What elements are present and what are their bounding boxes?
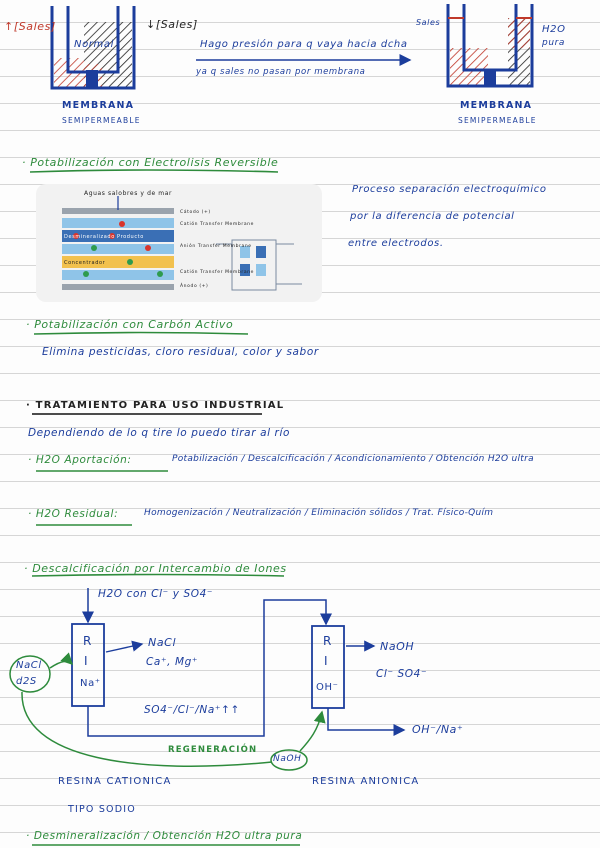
figure-label-4: Anión Transfer Membrane	[180, 244, 252, 249]
left-low-salt-label: ↓[Sales]	[146, 18, 198, 31]
ion-exchange-diagram	[10, 588, 404, 770]
membrane-right-sub: SEMIPERMEABLE	[458, 116, 537, 125]
electrolysis-desc-3: entre electrodos.	[348, 238, 444, 249]
figure-label-5: Concentrador	[64, 260, 106, 266]
pressure-note: Hago presión para q vaya hacia dcha	[200, 39, 408, 50]
col1-i: I	[84, 654, 89, 668]
col1-captured-label: Ca⁺, Mg⁺	[146, 656, 199, 668]
naoh-circle-label: NaOH	[273, 754, 302, 764]
figure-stack	[36, 184, 322, 302]
aportacion-text: Potabilización / Descalcificación / Acondicionamiento / Obtención H2O ultra	[172, 454, 534, 464]
final-out-label: OH⁻/Na⁺	[412, 723, 464, 736]
col2-r: R	[323, 634, 332, 648]
normal-label: Normal	[74, 39, 114, 50]
regeneration-label: REGENERACIÓN	[168, 745, 258, 755]
membrane-left-label: MEMBRANA	[62, 100, 135, 111]
col1-r: R	[83, 634, 92, 648]
residual-text: Homogenización / Neutralización / Eliminación sólidos / Trat. Físico-Quím	[144, 508, 494, 518]
col2-out-label: NaOH	[380, 640, 415, 653]
aportacion-label: · H2O Aportación:	[28, 454, 132, 466]
salts-note: ya q sales no pasan por membrana	[196, 67, 366, 77]
mid-ions-label: SO4⁻/Cl⁻/Na⁺↑↑	[144, 704, 240, 716]
col2-ion: OH⁻	[316, 682, 339, 693]
carbon-text: Elimina pesticidas, cloro residual, color y sabor	[42, 346, 319, 358]
residual-label: · H2O Residual:	[28, 508, 119, 520]
right-h2o-label: H2O	[542, 24, 566, 35]
left-high-salt-label: ↑[Sales]	[4, 20, 56, 33]
figure-label-2: Catión Transfer Membrane	[180, 222, 254, 227]
nacl-circle-bottom: d2S	[16, 676, 37, 687]
input-water-label: H2O con Cl⁻ y SO4⁻	[98, 588, 214, 600]
resin-cationic-sub: TIPO SODIO	[68, 804, 136, 815]
ion-exchange-heading: · Descalcificación por Intercambio de Iones	[24, 562, 287, 575]
demineralization-heading: · Desmineralización / Obtención H2O ultra pura	[26, 830, 303, 842]
figure-label-1: Cátodo (+)	[180, 210, 211, 215]
electrolysis-desc-2: por la diferencia de potencial	[350, 211, 515, 222]
industrial-intro: Dependiendo de lo q tire lo puedo tirar al río	[28, 427, 291, 439]
col2-captured-label: Cl⁻ SO4⁻	[376, 668, 428, 680]
right-h2o-sub: pura	[542, 38, 566, 48]
carbon-heading: · Potabilización con Carbón Activo	[26, 318, 234, 331]
electrolysis-heading: · Potabilización con Electrolisis Reversible	[22, 156, 279, 169]
figure-label-3: Desmineralizado Producto	[64, 234, 144, 240]
resin-cationic-label: RESINA CATIONICA	[58, 776, 172, 787]
industrial-heading: · TRATAMIENTO PARA USO INDUSTRIAL	[26, 400, 285, 411]
electrolysis-desc-1: Proceso separación electroquímico	[352, 184, 547, 195]
figure-title: Aguas salobres y de mar	[84, 190, 173, 197]
col1-out-label: NaCl	[148, 636, 177, 649]
figure-label-7: Ánodo (+)	[180, 284, 209, 289]
col2-i: I	[324, 654, 329, 668]
membrane-left-sub: SEMIPERMEABLE	[62, 116, 141, 125]
col1-ion: Na⁺	[80, 678, 101, 689]
right-salts-label: Sales	[416, 18, 441, 27]
right-u-tube	[448, 4, 532, 86]
resin-anionic-label: RESINA ANIONICA	[312, 776, 420, 787]
membrane-right-label: MEMBRANA	[460, 100, 533, 111]
electrodialysis-figure	[36, 184, 322, 302]
figure-label-6: Catión Transfer Membrane	[180, 270, 254, 275]
nacl-circle-top: NaCl	[16, 660, 42, 671]
